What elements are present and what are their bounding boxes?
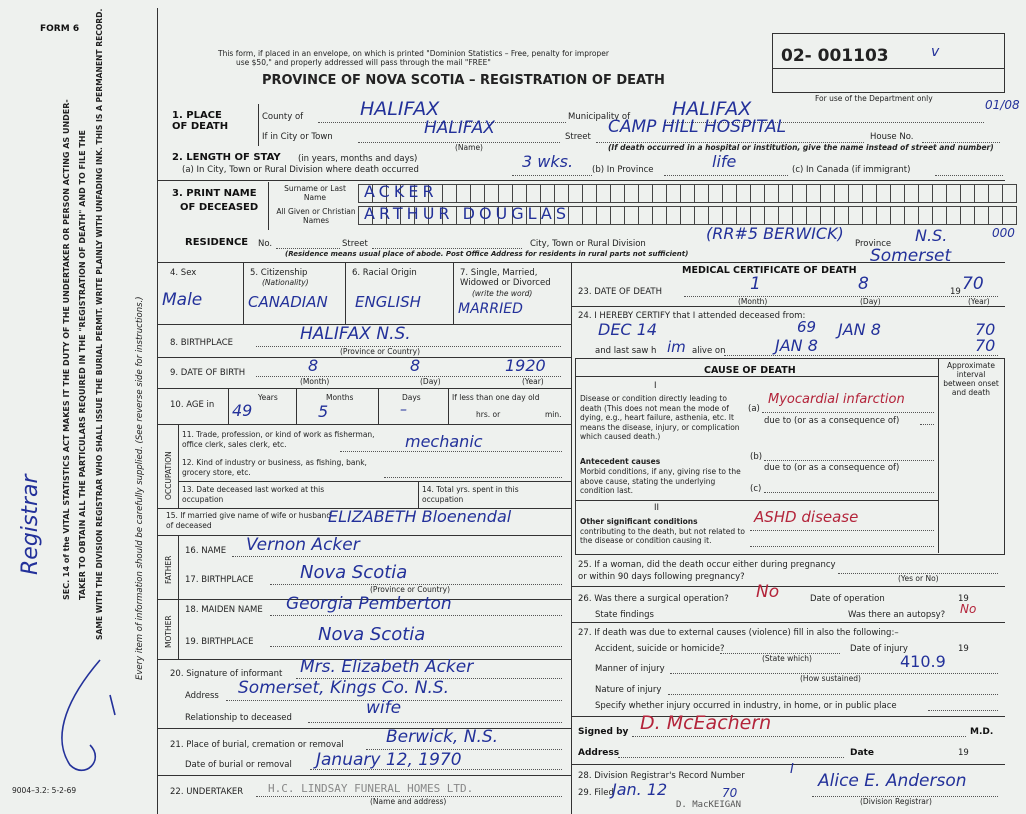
sex-label: 4. Sex — [170, 268, 197, 278]
filed-yr: 70 — [722, 786, 738, 800]
days-label: Days — [402, 393, 421, 402]
physician-addr-label: Address — [578, 748, 620, 758]
street-label: Street — [565, 132, 591, 142]
form-code: 9004–3.2: 5-2-69 — [12, 786, 77, 795]
q26-label: 26. Was there a surgical operation? — [578, 594, 729, 604]
how-sustained-label: (How sustained) — [800, 674, 861, 683]
stay-b-label: (b) In Province — [592, 165, 654, 175]
spouse-label: 15. If married give name of wife or husband of deceased — [166, 511, 332, 530]
margin-rule — [157, 8, 158, 814]
mother-side-label: MOTHER — [164, 615, 173, 648]
death-month: 1 — [750, 274, 761, 294]
attend-to: JAN 8 — [838, 320, 881, 339]
division-registrar-label: (Division Registrar) — [860, 797, 932, 806]
q12-label: 12. Kind of industry or business, as fishing, bank, grocery store, etc. — [182, 458, 367, 477]
informant-label: 20. Signature of informant — [170, 669, 283, 679]
house-label: House No. — [870, 132, 914, 142]
stay-a-value: 3 wks. — [522, 152, 574, 171]
burial-place-value: Berwick, N.S. — [386, 727, 499, 747]
age-label: 10. AGE in — [170, 400, 215, 410]
q25-label: 25. If a woman, did the death occur either during pregnancy or within 90 days following pregnancy? — [578, 560, 836, 582]
death-day: 8 — [858, 274, 869, 294]
record-number: I — [790, 762, 794, 777]
father-side-label: FATHER — [164, 555, 173, 584]
months-value: 5 — [318, 402, 329, 421]
death-day-label: (Day) — [860, 297, 881, 306]
dob-year: 1920 — [505, 356, 546, 375]
mother-bp-value: Nova Scotia — [318, 624, 426, 645]
marital-label: 7. Single, Married, Widowed or Divorced — [460, 268, 551, 288]
side-text-3: SAME WITH THE DIVISION REGISTRAR WHO SHALL ISSUE THE BURIAL PERMIT. WRITE PLAINLY WITH UNFADING INK. THIS IS A PERMANENT RECORD. — [95, 8, 104, 640]
side-text-4: Every item of information should be carefully supplied. (See reverse side for instructions.) — [135, 296, 145, 680]
print-name-label-2: OF DECEASED — [180, 202, 259, 213]
other-conditions-label: Other significant conditions — [580, 517, 698, 526]
md-label: M.D. — [970, 727, 994, 737]
cause-b-label: (b) — [750, 452, 763, 462]
physician-date-label: Date — [850, 748, 874, 758]
mother-name-label: 18. MAIDEN NAME — [185, 605, 263, 615]
q26-value: No — [756, 582, 780, 602]
stay-a-label: (a) In City, Town or Rural Division where death occurred — [182, 165, 419, 175]
registrar-signature: Alice E. Anderson — [818, 771, 967, 791]
reg-check: v — [931, 44, 940, 60]
stay-sub: (in years, months and days) — [298, 154, 418, 164]
residence-note: (Residence means usual place of abode. Post Office Address for residents in rural parts not sufficient) — [285, 250, 689, 258]
margin-signature-scribble — [30, 655, 130, 785]
other-conditions-value: ASHD disease — [754, 508, 859, 526]
form-title: PROVINCE OF NOVA SCOTIA – REGISTRATION OF DEATH — [262, 73, 665, 88]
q29-label: 29. Filed — [578, 788, 614, 798]
date-injury-yr: 19 — [958, 644, 969, 654]
date-injury-label: Date of injury — [850, 644, 908, 654]
surname-value: ACKER — [364, 182, 438, 201]
citizen-label: 5. Citizenship — [250, 268, 308, 278]
citizen-value: CANADIAN — [248, 293, 328, 311]
form-label: FORM 6 — [40, 24, 80, 34]
stay-label: 2. LENGTH OF STAY — [172, 152, 281, 163]
informant-name-value: Mrs. Elizabeth Acker — [300, 657, 474, 677]
municipality-label: Municipality of — [568, 112, 631, 122]
burial-date-label: Date of burial or removal — [185, 760, 292, 770]
racial-label: 6. Racial Origin — [352, 268, 417, 278]
informant-rel-value: wife — [366, 698, 402, 718]
given-label: All Given or Christian Names — [276, 207, 356, 225]
section-roman-2: II — [654, 503, 660, 513]
death-year: 70 — [962, 274, 984, 294]
filed-date: Jan. 12 — [612, 780, 668, 799]
cause-code: 410.9 — [900, 652, 946, 671]
city-label: If in City or Town — [262, 132, 333, 142]
dob-year-label: (Year) — [522, 377, 544, 386]
attend-from-yr: 69 — [797, 318, 817, 336]
antecedent-label: Antecedent causes — [580, 457, 661, 466]
county-value: HALIFAX — [360, 98, 440, 120]
months-label: Months — [326, 393, 354, 402]
print-name-label-1: 3. PRINT NAME — [172, 188, 257, 199]
q11-label: 11. Trade, profession, or kind of work as fisherman, office clerk, sales clerk, etc. — [182, 430, 375, 449]
municipality-value: HALIFAX — [672, 98, 752, 120]
dob-month-label: (Month) — [300, 377, 330, 386]
years-label: Years — [258, 393, 278, 402]
postal-note-1: This form, if placed in an envelope, on which is printed "Dominion Statistics – Free, penalty for improper — [218, 49, 609, 58]
father-name-label: 16. NAME — [185, 546, 227, 556]
approx-interval-label: Approximate interval between onset and death — [943, 361, 999, 397]
residence-label: RESIDENCE — [185, 237, 249, 248]
county-label: County of — [262, 112, 304, 122]
q28-label: 28. Division Registrar's Record Number — [578, 771, 745, 781]
side-signature: Registrar — [18, 474, 43, 575]
q14-label: 14. Total yrs. spent in this occupation — [422, 485, 519, 504]
informant-rel-label: Relationship to deceased — [185, 713, 292, 723]
stay-b-value: life — [712, 152, 737, 171]
cause-c-label: (c) — [750, 484, 762, 494]
residence-margin-mark: 000 — [992, 226, 1015, 240]
accident-label: Accident, suicide or homicide? — [595, 644, 725, 654]
death-year-label: (Year) — [968, 297, 990, 306]
attend-from: DEC 14 — [598, 320, 658, 339]
side-text-2: TAKER TO OBTAIN ALL THE PARTICULARS REQUIRED IN THE "REGISTRATION OF DEATH" AND TO FILE THE — [78, 130, 87, 600]
sex-value: Male — [162, 290, 203, 310]
cause-title: CAUSE OF DEATH — [704, 365, 796, 376]
q11-value: mechanic — [405, 432, 483, 451]
informant-addr-value: Somerset, Kings Co. N.S. — [238, 678, 450, 698]
days-value: – — [400, 402, 407, 418]
residence-province-value: N.S. — [915, 226, 948, 245]
years-value: 49 — [232, 401, 253, 420]
residence-no-label: No. — [258, 239, 273, 249]
place-label: 1. PLACE OF DEATH — [172, 110, 229, 132]
last-seen-label: and last saw h — [595, 346, 657, 356]
q24-label: 24. I HEREBY CERTIFY that I attended deceased from: — [578, 311, 806, 321]
marital-sub: (write the word) — [472, 289, 533, 298]
marital-value: MARRIED — [458, 301, 523, 317]
informant-addr-label: Address — [185, 691, 219, 701]
city-value: HALIFAX — [424, 118, 495, 138]
yes-no-label: (Yes or No) — [898, 574, 939, 583]
spouse-value: ELIZABETH Bloenendal — [328, 507, 512, 526]
dob-day: 8 — [410, 356, 421, 375]
signed-by-label: Signed by — [578, 727, 629, 737]
father-bp-value: Nova Scotia — [300, 562, 408, 583]
dob-label: 9. DATE OF BIRTH — [170, 368, 246, 378]
autopsy-value: No — [960, 602, 977, 616]
father-bp-label: 17. BIRTHPLACE — [185, 575, 254, 585]
physician-date-yr: 19 — [958, 748, 969, 758]
racial-value: ENGLISH — [355, 293, 421, 311]
manner-label: Manner of injury — [595, 664, 665, 674]
residence-city-label: City, Town or Rural Division — [530, 239, 646, 249]
antecedent-sub: Morbid conditions, if any, giving rise to the above cause, stating the underlying condition last. — [580, 467, 741, 495]
undertaker-sub: (Name and address) — [370, 797, 447, 806]
other-conditions-sub: contributing to the death, but not related to the disease or condition causing it. — [580, 527, 745, 545]
cause-a-label: (a) — [748, 404, 760, 414]
disease-label: Disease or condition directly leading to death (This does not mean the mode of dying, e.g., heart failure, asthenia, etc. It means the disease, injury, or complication which caused death.) — [580, 394, 740, 441]
attend-to-yr: 70 — [975, 320, 996, 339]
less-than-day-label: If less than one day old — [452, 393, 540, 402]
residence-street-label: Street — [342, 239, 368, 249]
autopsy-label: Was there an autopsy? — [848, 610, 946, 620]
side-text-1: SEC. 14 of the VITAL STATISTICS ACT MAKES IT THE DUTY OF THE UNDERTAKER OR PERSON ACTING AS UNDER- — [62, 99, 71, 600]
birthplace-label: 8. BIRTHPLACE — [170, 338, 234, 348]
due-to-a: due to (or as a consequence of) — [764, 416, 900, 426]
burial-label: 21. Place of burial, cremation or removal — [170, 740, 344, 750]
physician-signature: D. McEachern — [640, 712, 772, 734]
dob-day-label: (Day) — [420, 377, 441, 386]
min-label: min. — [545, 410, 562, 419]
dept-code: 01/08 — [985, 98, 1020, 112]
undertaker-stamp: H.C. LINDSAY FUNERAL HOMES LTD. — [268, 782, 474, 795]
institution-note: (If death occurred in a hospital or institution, give the name instead of street and number) — [608, 143, 994, 152]
postal-note-2: use $50," and properly addressed will pass through the mail "FREE" — [236, 58, 491, 67]
state-findings-label: State findings — [595, 610, 654, 620]
undertaker-label: 22. UNDERTAKER — [170, 787, 244, 797]
residence-province-label: Province — [855, 239, 892, 249]
alive-on-label: alive on — [692, 346, 726, 356]
birthplace-sub: (Province or Country) — [340, 347, 420, 356]
nature-label: Nature of injury — [595, 685, 662, 695]
q23-label: 23. DATE OF DEATH — [578, 287, 662, 297]
q13-label: 13. Date deceased last worked at this occupation — [182, 485, 325, 504]
citizen-sub: (Nationality) — [262, 278, 309, 287]
mother-bp-label: 19. BIRTHPLACE — [185, 637, 254, 647]
medical-title: MEDICAL CERTIFICATE OF DEATH — [682, 265, 857, 276]
due-to-b: due to (or as a consequence of) — [764, 463, 900, 473]
date-op-label: Date of operation — [810, 594, 885, 604]
dob-month: 8 — [308, 356, 319, 375]
burial-date-value: January 12, 1970 — [316, 750, 462, 770]
residence-alt-value: Somerset — [870, 246, 952, 266]
surname-grid — [358, 184, 1017, 203]
city-name-label: (Name) — [455, 143, 483, 152]
reg-number: 02- 001103 — [781, 46, 889, 66]
hrs-label: hrs. or — [476, 410, 501, 419]
surname-label: Surname or Last Name — [284, 184, 346, 202]
given-value: ARTHUR DOUGLAS — [364, 204, 571, 223]
residence-city-value: (RR#5 BERWICK) — [706, 224, 844, 243]
specify-label: Specify whether injury occurred in industry, in home, or in public place — [595, 701, 897, 711]
alive-date: JAN 8 — [775, 336, 818, 355]
last-seen-hand: im — [667, 338, 686, 356]
q27-label: 27. If death was due to external causes (violence) fill in also the following:– — [578, 628, 899, 638]
typed-name: D. MacKEIGAN — [676, 800, 742, 810]
reg-number-box — [772, 33, 1005, 93]
stay-c-label: (c) In Canada (if immigrant) — [792, 165, 911, 175]
birthplace-value: HALIFAX N.S. — [300, 324, 411, 344]
date-op-yr: 19 — [958, 594, 969, 604]
death-year-pre: 19 — [950, 287, 961, 297]
street-value: CAMP HILL HOSPITAL — [608, 117, 787, 137]
father-name-value: Vernon Acker — [246, 535, 360, 555]
mother-name-value: Georgia Pemberton — [286, 594, 452, 614]
father-bp-sub: (Province or Country) — [370, 585, 450, 594]
dept-use: For use of the Department only — [815, 94, 933, 103]
cause-a-value: Myocardial infarction — [768, 392, 905, 407]
death-month-label: (Month) — [738, 297, 768, 306]
state-which-label: (State which) — [762, 654, 812, 663]
section-roman-1: I — [654, 381, 657, 391]
occupation-side-label: OCCUPATION — [164, 451, 173, 500]
alive-yr: 70 — [975, 336, 996, 355]
